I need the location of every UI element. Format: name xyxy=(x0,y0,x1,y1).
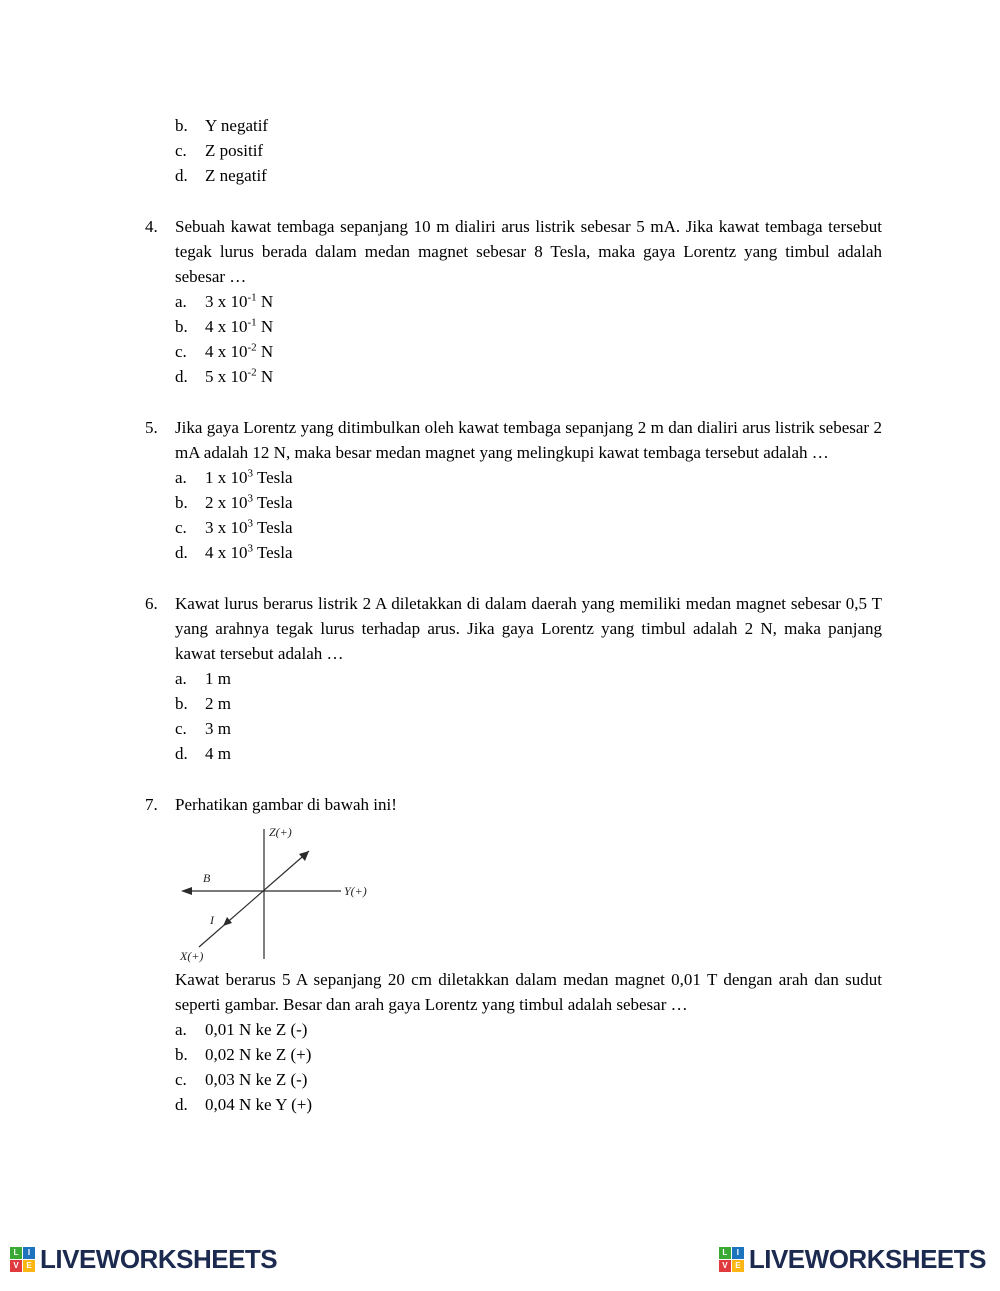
option-row[interactable] xyxy=(175,490,882,515)
option-value-post: Tesla xyxy=(253,518,293,537)
icon-cell: I xyxy=(732,1247,744,1259)
option-letter: b. xyxy=(175,116,188,135)
option-value-post: N xyxy=(256,367,274,386)
option-value-pre: 3 x 10 xyxy=(205,518,248,537)
question-body xyxy=(175,415,882,565)
options-list xyxy=(175,465,882,565)
option-text: Z negatif xyxy=(205,166,267,185)
option-letter: a. xyxy=(175,669,187,688)
option-letter: c. xyxy=(175,141,187,160)
question-text: Kawat berarus 5 A sepanjang 20 cm diletakkan dalam medan magnet 0,01 T dengan arah dan sudut seperti gambar. Besar dan arah gaya Lorentz yang timbul adalah sebesar … xyxy=(175,970,882,1014)
option-value-pre: 4 x 10 xyxy=(205,342,248,361)
option-letter: c. xyxy=(175,342,187,361)
icon-cell: V xyxy=(10,1260,22,1272)
current-arrowhead xyxy=(223,917,232,926)
option-letter: d. xyxy=(175,367,188,386)
liveworksheets-logo-right[interactable] xyxy=(719,1244,986,1275)
icon-cell: E xyxy=(23,1260,35,1272)
options-list xyxy=(175,289,882,389)
z-axis-label: Z(+) xyxy=(269,825,292,839)
option-text xyxy=(205,364,882,389)
option-row[interactable] xyxy=(175,364,882,389)
icon-cell: I xyxy=(23,1247,35,1259)
b-arrowhead xyxy=(181,887,192,895)
question-number: 7. xyxy=(145,795,158,814)
option-row[interactable] xyxy=(175,113,882,138)
question-4 xyxy=(145,214,882,389)
option-text: 2 m xyxy=(205,694,231,713)
liveworksheets-icon xyxy=(719,1247,744,1272)
option-value-post: Tesla xyxy=(253,468,293,487)
b-field-label: B xyxy=(203,871,211,885)
question-body xyxy=(175,792,882,1117)
option-letter: d. xyxy=(175,166,188,185)
question-number: 5. xyxy=(145,418,158,437)
option-row[interactable] xyxy=(175,515,882,540)
option-row[interactable] xyxy=(175,1092,882,1117)
option-letter: c. xyxy=(175,719,187,738)
option-value-post: N xyxy=(256,317,274,336)
option-value-pre: 4 x 10 xyxy=(205,317,248,336)
option-letter: b. xyxy=(175,1045,188,1064)
option-exponent: -2 xyxy=(247,341,257,354)
options-list xyxy=(175,1017,882,1117)
option-value-post: N xyxy=(256,342,274,361)
option-value-pre: 5 x 10 xyxy=(205,367,248,386)
option-row[interactable] xyxy=(175,289,882,314)
option-letter: a. xyxy=(175,1020,187,1039)
option-letter: b. xyxy=(175,694,188,713)
option-row[interactable] xyxy=(175,716,882,741)
option-text xyxy=(205,339,882,364)
question-text: Kawat lurus berarus listrik 2 A diletakkan di dalam daerah yang memiliki medan magnet sebesar 0,5 T yang arahnya tegak lurus terhadap arus. Jika gaya Lorentz yang timbul adalah 2 N, maka panjang kawat tersebut adalah … xyxy=(175,594,882,663)
option-value-post: N xyxy=(256,292,274,311)
option-row[interactable] xyxy=(175,138,882,163)
option-row[interactable] xyxy=(175,163,882,188)
question-number: 4. xyxy=(145,217,158,236)
brand-text: LIVEWORKSHEETS xyxy=(40,1244,278,1274)
icon-cell: L xyxy=(719,1247,731,1259)
question-body xyxy=(175,591,882,766)
leftover-options xyxy=(175,113,882,188)
option-value-pre: 1 x 10 xyxy=(205,468,248,487)
option-letter: b. xyxy=(175,317,188,336)
x-axis-line xyxy=(199,851,309,947)
option-row[interactable] xyxy=(175,691,882,716)
option-text: 1 m xyxy=(205,669,231,688)
option-value-post: Tesla xyxy=(253,493,293,512)
current-label: I xyxy=(210,913,214,927)
option-value-post: Tesla xyxy=(253,543,293,562)
option-value-pre: 3 x 10 xyxy=(205,292,248,311)
footer xyxy=(0,1244,1000,1275)
brand-text: LIVEWORKSHEETS xyxy=(748,1244,986,1274)
question-text: Sebuah kawat tembaga sepanjang 10 m dialiri arus listrik sebesar 5 mA. Jika kawat tembaga tersebut tegak lurus berada dalam medan magnet sebesar 8 Tesla, maka gaya Lorentz yang timbul adalah sebesar … xyxy=(175,217,882,286)
option-text: 0,02 N ke Z (+) xyxy=(205,1045,312,1064)
option-row[interactable] xyxy=(175,1067,882,1092)
option-value-pre: 2 x 10 xyxy=(205,493,248,512)
option-text xyxy=(205,289,882,314)
option-text xyxy=(205,314,882,339)
option-exponent: -1 xyxy=(247,291,257,304)
option-exponent: -1 xyxy=(247,316,257,329)
option-letter: d. xyxy=(175,1095,188,1114)
question-intro: Perhatikan gambar di bawah ini! xyxy=(175,795,397,814)
question-text: Jika gaya Lorentz yang ditimbulkan oleh kawat tembaga sepanjang 2 m dan dialiri arus listrik sebesar 2 mA adalah 12 N, maka besar medan magnet yang melingkupi kawat tembaga tersebut adalah … xyxy=(175,418,882,462)
icon-cell: V xyxy=(719,1260,731,1272)
icon-cell: L xyxy=(10,1247,22,1259)
option-letter: d. xyxy=(175,744,188,763)
option-letter: d. xyxy=(175,543,188,562)
x-axis-label: X(+) xyxy=(180,949,204,963)
option-text xyxy=(205,490,882,515)
diagonal-arrowhead xyxy=(299,851,309,861)
option-row[interactable] xyxy=(175,314,882,339)
y-axis-label: Y(+) xyxy=(344,884,367,898)
option-text: 0,04 N ke Y (+) xyxy=(205,1095,312,1114)
option-row[interactable] xyxy=(175,339,882,364)
question-7 xyxy=(145,792,882,1117)
liveworksheets-icon xyxy=(10,1247,35,1272)
option-text xyxy=(205,540,882,565)
question-number: 6. xyxy=(145,594,158,613)
option-value-pre: 4 x 10 xyxy=(205,543,248,562)
option-letter: a. xyxy=(175,292,187,311)
option-row[interactable] xyxy=(175,1042,882,1067)
option-text: 0,01 N ke Z (-) xyxy=(205,1020,308,1039)
worksheet-content xyxy=(145,113,882,1117)
option-letter: c. xyxy=(175,1070,187,1089)
option-text: Y negatif xyxy=(205,116,269,135)
option-exponent: -2 xyxy=(247,366,257,379)
liveworksheets-logo-left[interactable] xyxy=(10,1244,277,1275)
option-row[interactable] xyxy=(175,1017,882,1042)
question-5 xyxy=(145,415,882,565)
option-exponent: 3 xyxy=(247,517,253,530)
option-exponent: 3 xyxy=(247,467,253,480)
option-text xyxy=(205,465,882,490)
option-letter: a. xyxy=(175,468,187,487)
icon-cell: E xyxy=(732,1260,744,1272)
option-exponent: 3 xyxy=(247,542,253,555)
option-letter: b. xyxy=(175,493,188,512)
option-letter: c. xyxy=(175,518,187,537)
axes-diagram xyxy=(179,821,389,963)
option-row[interactable] xyxy=(175,666,882,691)
option-row[interactable] xyxy=(175,540,882,565)
option-text: Z positif xyxy=(205,141,264,160)
option-exponent: 3 xyxy=(247,492,253,505)
question-body xyxy=(175,214,882,389)
option-text: 0,03 N ke Z (-) xyxy=(205,1070,308,1089)
option-text: 3 m xyxy=(205,719,231,738)
option-row[interactable] xyxy=(175,741,882,766)
options-list xyxy=(175,666,882,766)
option-text xyxy=(205,515,882,540)
option-text: 4 m xyxy=(205,744,231,763)
option-row[interactable] xyxy=(175,465,882,490)
question-6 xyxy=(145,591,882,766)
